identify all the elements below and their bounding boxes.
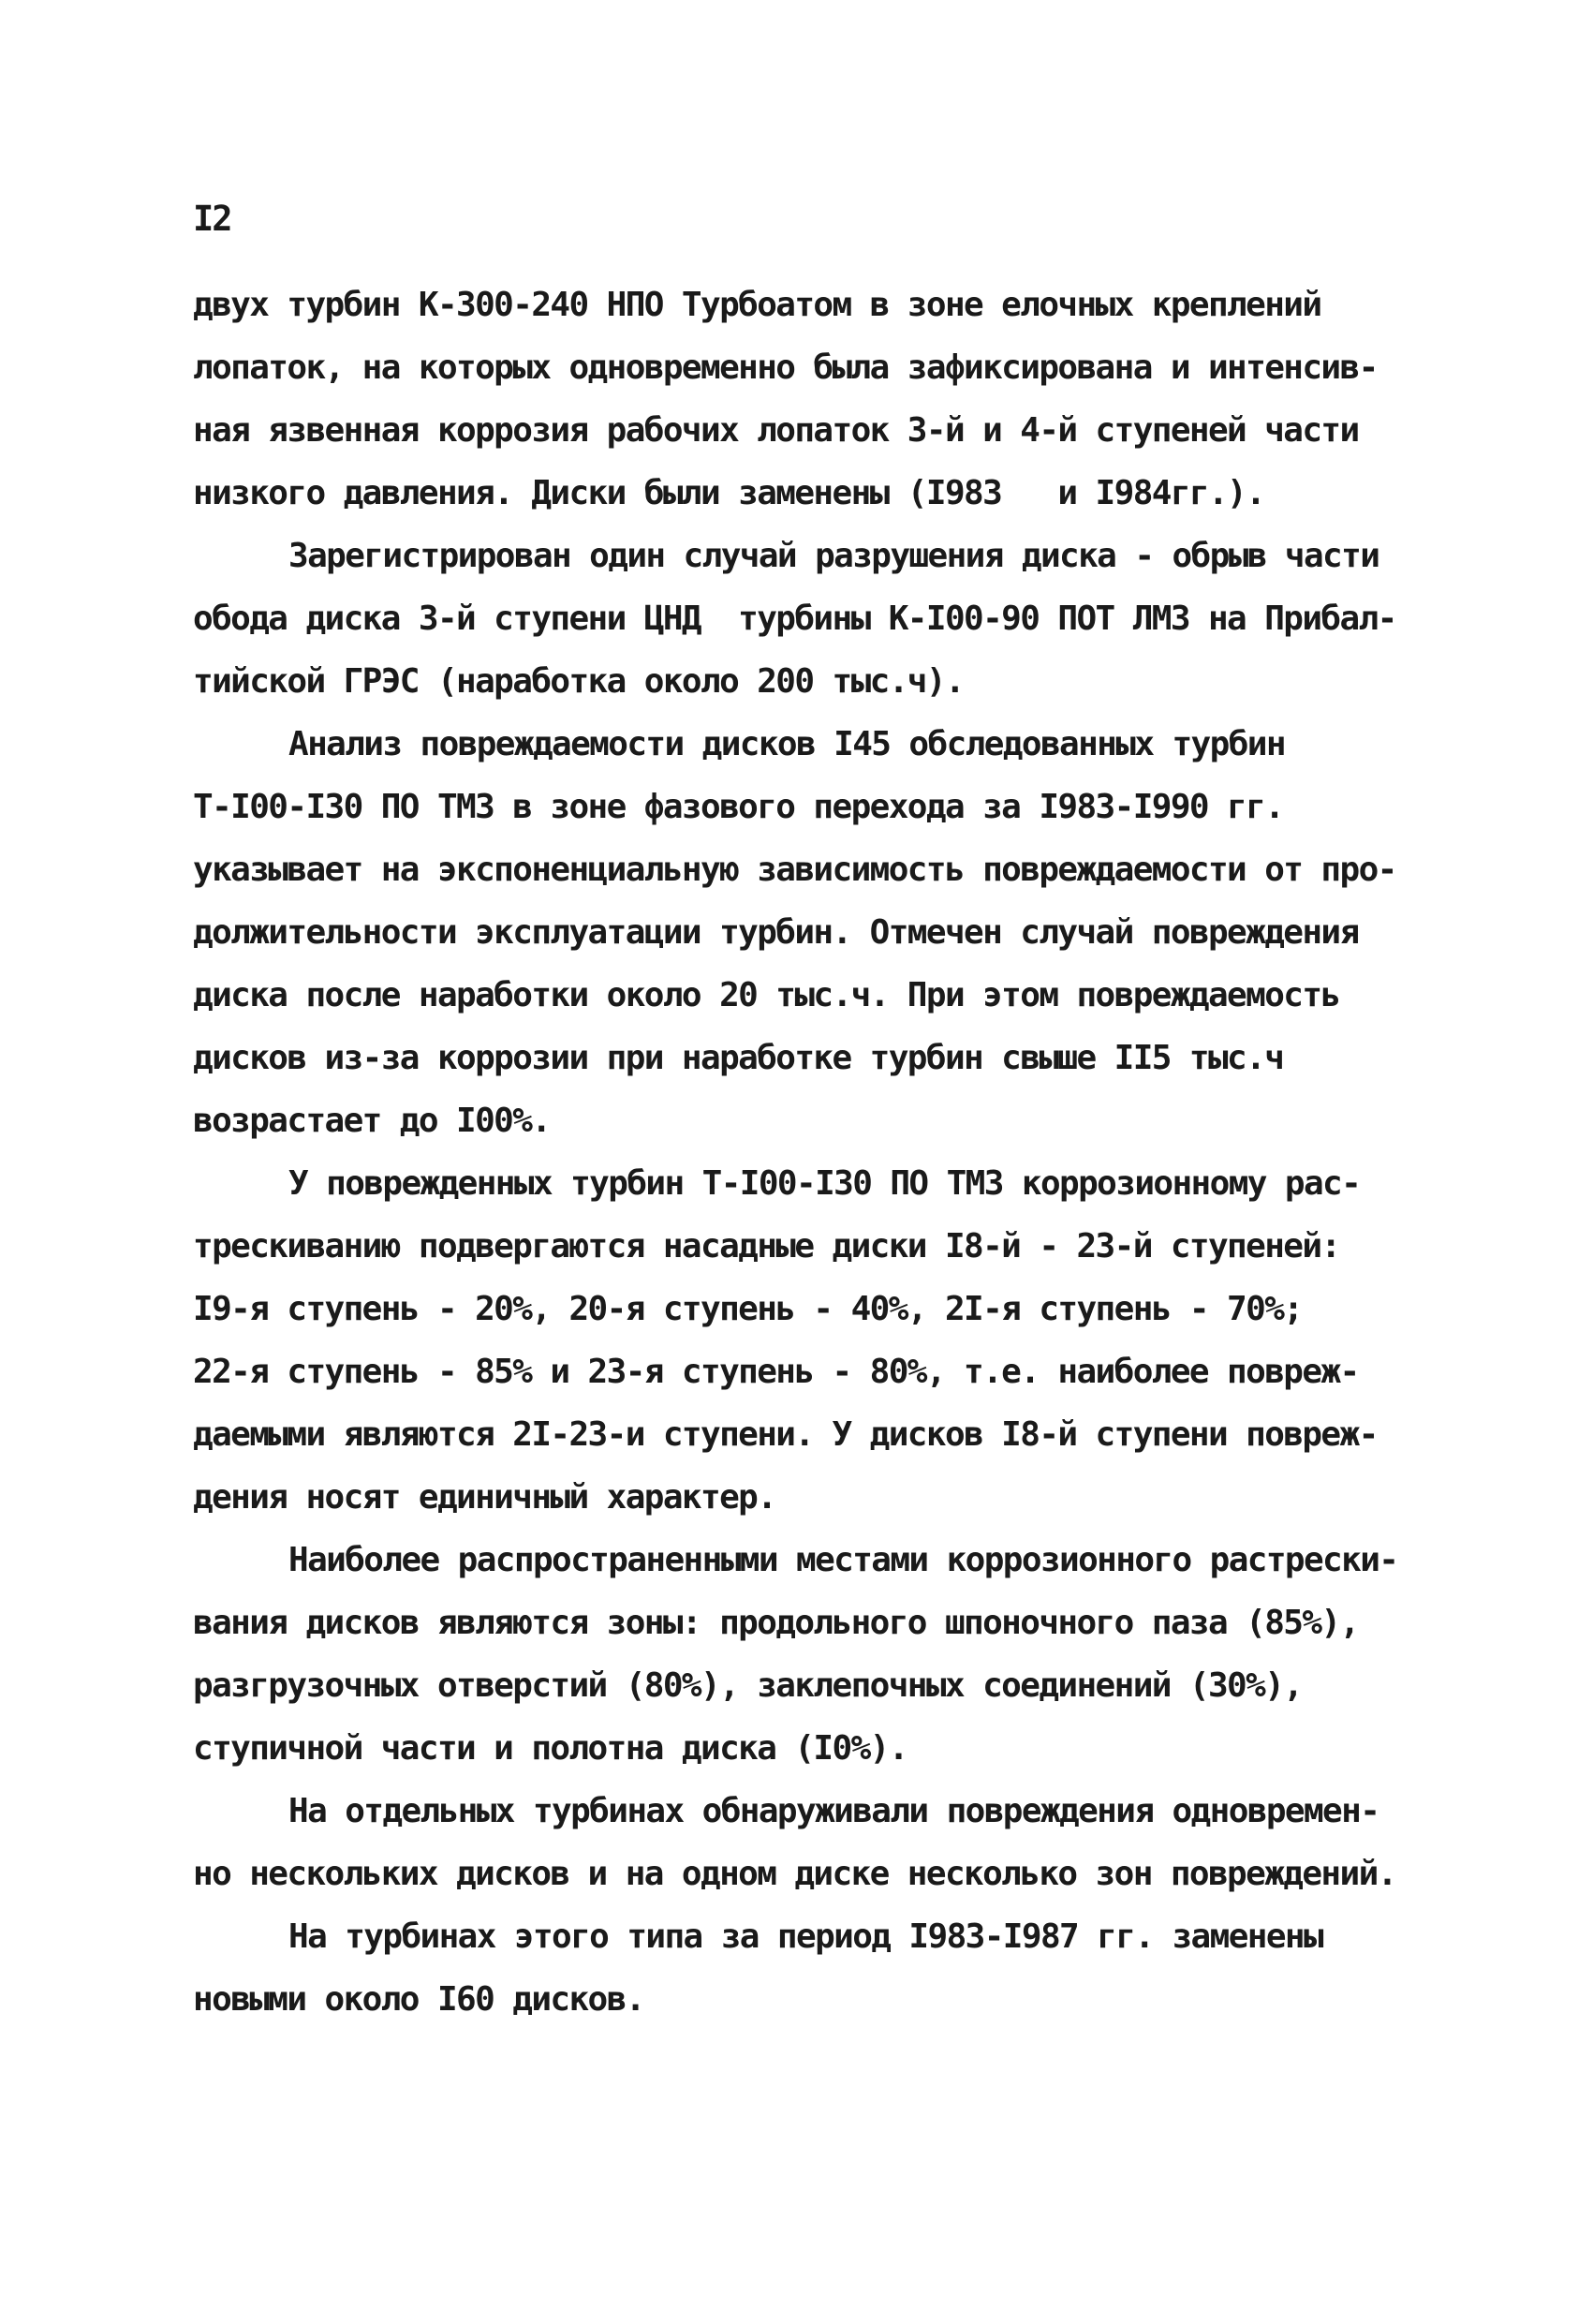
text-line: обода диска 3-й ступени ЦНД турбины К-I00-90 ПОТ ЛМЗ на Прибал- <box>193 600 1396 638</box>
text-line: трескиванию подвергаются насадные диски I8-й - 23-й ступеней: <box>193 1227 1340 1266</box>
paragraph-first-line: На отдельных турбинах обнаруживали повреждения одновремен- <box>288 1792 1379 1830</box>
text-line: разгрузочных отверстий (80%), заклепочных соединений (30%), <box>193 1666 1303 1705</box>
paragraph-first-line: Наиболее распространенными местами коррозионного растрески- <box>288 1541 1398 1579</box>
text-line: новыми около I60 дисков. <box>193 1980 644 2019</box>
paragraph-first-line: У поврежденных турбин Т-I00-I30 ПО ТМЗ коррозионному рас- <box>288 1164 1361 1203</box>
body-text <box>193 274 1429 2031</box>
text-line: двух турбин К-300-240 НПО Турбоатом в зоне елочных креплений <box>193 286 1321 324</box>
text-line: лопаток, на которых одновременно была зафиксирована и интенсив- <box>193 348 1378 387</box>
text-line: вания дисков являются зоны: продольного шпоночного паза (85%), <box>193 1604 1359 1642</box>
text-line: Т-I00-I30 ПО ТМЗ в зоне фазового перехода за I983-I990 гг. <box>193 788 1284 826</box>
text-line: тийской ГРЭС (наработка около 200 тыс.ч). <box>193 662 965 701</box>
text-line: дения носят единичный характер. <box>193 1478 776 1517</box>
text-line: возрастает до I00%. <box>193 1102 551 1140</box>
text-line: I9-я ступень - 20%, 20-я ступень - 40%, 2I-я ступень - 70%; <box>193 1290 1303 1328</box>
text-line: должительности эксплуатации турбин. Отмечен случай повреждения <box>193 913 1359 952</box>
paragraph-first-line: Анализ повреждаемости дисков I45 обследованных турбин <box>288 725 1285 763</box>
paragraph-first-line: Зарегистрирован один случай разрушения диска - обрыв части <box>288 537 1379 575</box>
text-line: ная язвенная коррозия рабочих лопаток 3-й и 4-й ступеней части <box>193 411 1359 450</box>
text-line: даемыми являются 2I-23-и ступени. У дисков I8-й ступени повреж- <box>193 1415 1378 1454</box>
paragraph-first-line: На турбинах этого типа за период I983-I987 гг. заменены <box>288 1917 1323 1956</box>
text-line: низкого давления. Диски были заменены (I983 и I984гг.). <box>193 474 1265 512</box>
text-line: дисков из-за коррозии при наработке турбин свыше II5 тыс.ч <box>193 1039 1284 1077</box>
page-number: I2 <box>193 199 231 239</box>
text-line: указывает на экспоненциальную зависимость повреждаемости от про- <box>193 851 1396 889</box>
text-line: но нескольких дисков и на одном диске несколько зон повреждений. <box>193 1855 1396 1893</box>
text-line: ступичной части и полотна диска (I0%). <box>193 1729 907 1768</box>
text-line: 22-я ступень - 85% и 23-я ступень - 80%, т.е. наиболее повреж- <box>193 1353 1359 1391</box>
text-line: диска после наработки около 20 тыс.ч. При этом повреждаемость <box>193 976 1340 1014</box>
